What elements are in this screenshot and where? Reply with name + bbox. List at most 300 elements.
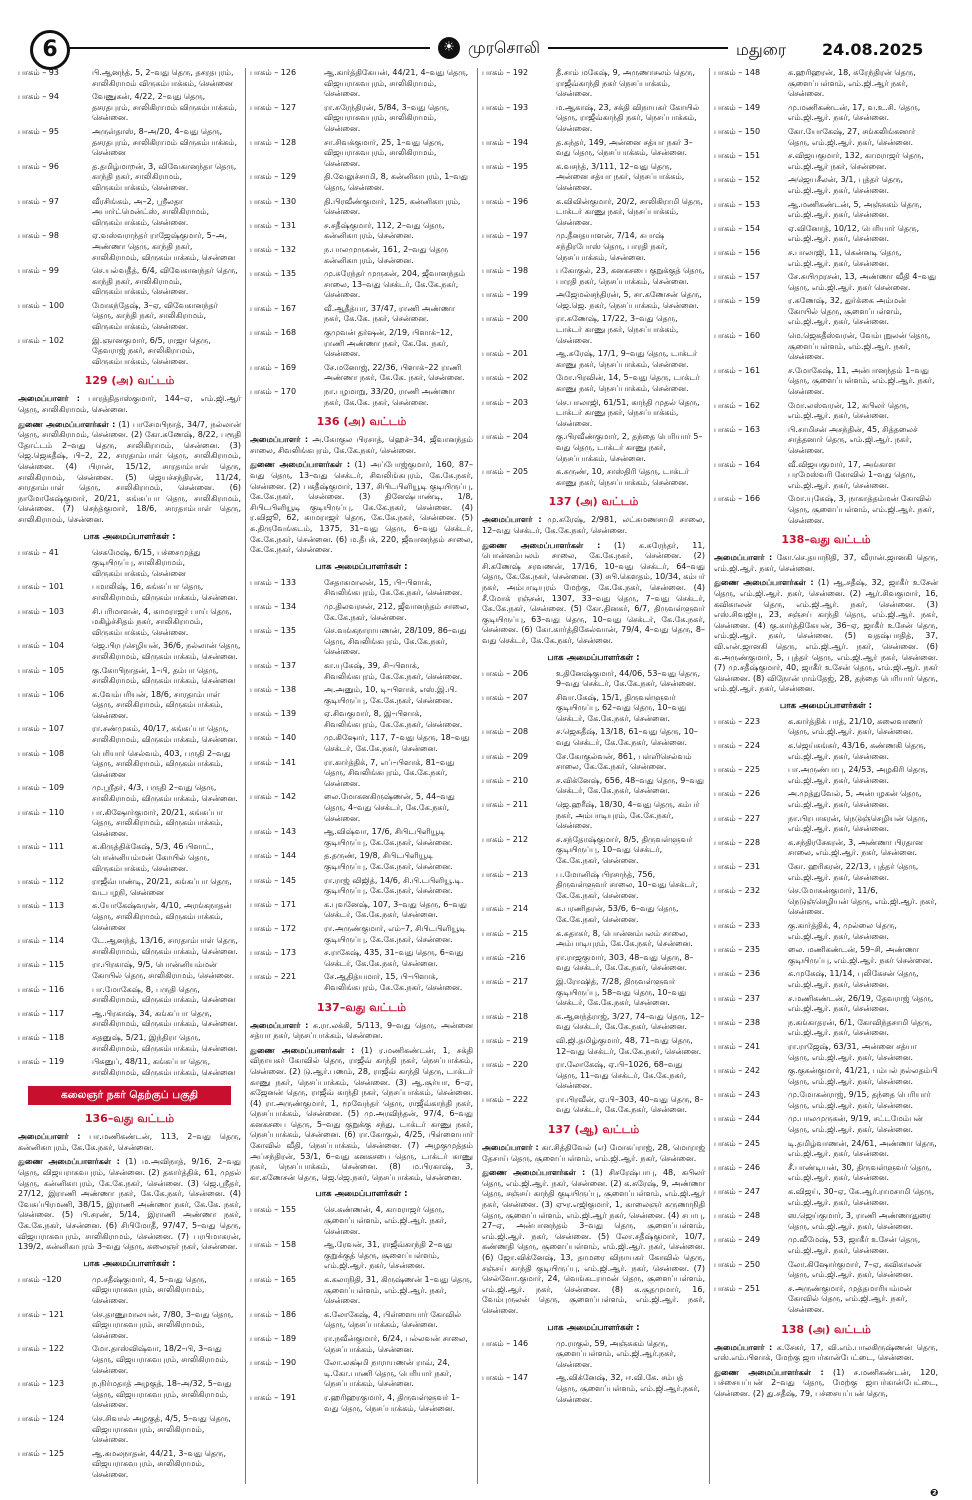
part-number: பாகம் – 199: [482, 290, 529, 300]
organiser-address: அஜேமல்சந்திரன், 5, சா.கணேசன் தெரு, ஜெ.ஜெ. நகர், நெசப்பாக்கம், சென்னை.: [556, 290, 702, 310]
organiser-address: ப.மோனிஷ் பிரசாந்த், 756, திருவள்ளுவர் சாலை, 10–வது செக்டர், கே.கே.நகர், சென்னை.: [556, 869, 698, 900]
list-item: [482, 68, 705, 100]
list-item: [18, 266, 241, 298]
ward-heading: 137 (ஆ) வட்டம்: [547, 1123, 640, 1137]
deputy-organisers: [482, 541, 705, 647]
part-number: பாகம் – 106: [18, 689, 65, 699]
organiser-address: ஸ.ஜெய்குமார், 3, ராணி அண்ணாதுரை தெரு, எம்.ஜி.ஆர். நகர், சென்னை.: [788, 1211, 931, 1231]
part-number: பாகம் – 149: [714, 102, 761, 112]
part-number: பாகம் – 215: [482, 928, 529, 938]
organiser-address: ச.ராகேஷ், 435, 31–வது தெரு, 6–வது செக்டர், கே.கே.நகர், சென்னை.: [324, 948, 464, 968]
column-3: [478, 68, 710, 1484]
newspaper-logo-icon: ☀: [438, 37, 460, 59]
list-item: [714, 1235, 938, 1256]
organiser-address: லை. மணிகண்டன், 59–சி, அண்ணா குடியிருப்பு, எம்.ஜி.ஆர். நகர் சென்னை.: [788, 945, 933, 965]
organiser-address: செசுமேஷ், 6/15, பச்சைமுத்து குடியிருப்பு, சாலிகிராமம், விருகம்பாக்கம், சென்னை: [92, 547, 201, 578]
list-item: [250, 103, 473, 135]
list-item: [18, 548, 241, 580]
list-item: [18, 1449, 241, 1481]
deputy-organisers-text: (1) ம.அவிநாத், 9/16, 2–வது தெரு, விஜயராகவபுரம், சென்னை. (2) தகார்த்திக், 61, முதல் தெரு, கன்னிகாபுரம், கே.கே.நகர், சென்னை. (3) ஜெ.ஸ்ரீதர், 27/12, இராணி அண்ணா நகர், கே.கே.நகர், சென்னை. (4) வேசுப்பிரமணி, 38/15, இராணி அண்ணா நகர், கே.கே. நகர், சென்னை. (5) பி.சரண், 5/14, இராணி அண்ணா நகர், கே.கே.நகர், சென்னை. (6) சிபிமோதீ, 97/47, 5–வது தெரு, விஜயராகவபுரம், சாலிகிராமம், சென்னை. (7) பரபிமாகரன், 139/2, கன்னிகாபுரம் 3–வது தெரு, கலைஞர் நகர், சென்னை.: [18, 1157, 241, 1252]
organiser-address: ச.ஜெகதீஷ், 13/18, 61–வது தெரு, 10–வது செக்டர், கே.கே.நகர், சென்னை.: [556, 727, 698, 748]
part-number: பாகம் – 103: [18, 606, 65, 616]
part-number: பாகம் – 235: [714, 945, 761, 955]
list-item: [482, 467, 705, 488]
list-item: [250, 972, 473, 993]
organiser-label: அமைப்பாளர் :: [18, 394, 80, 404]
part-number: பாகம் – 221: [250, 972, 297, 982]
organiser-address: ஆ.கார்த்திகேயன், 44/21, 4–வது தெரு, விஜயராகவபுரம், சாலிகிராமம், சென்னை.: [324, 68, 469, 99]
organiser-address: ஆ.ரேவன், 31, ராஜீவ்காந்தி 2–வது குறுக்குத் தெரு, சூளைப்பள்ளம், எம்.ஜி.ஆர். நகர், சென்னை.: [324, 1240, 453, 1271]
list-item: [250, 626, 473, 658]
list-item: [714, 151, 938, 172]
list-item: [714, 862, 938, 883]
part-number: பாகம் – 192: [482, 68, 529, 77]
ward-heading: 136–வது வட்டம்: [84, 1112, 175, 1126]
list-item: [714, 296, 938, 328]
part-number: பாகம் – 93: [18, 68, 59, 77]
part-number: பாகம் – 205: [482, 467, 529, 477]
organiser-address: ஆ.கமலநாதன், 44/21, 3–வது தெரு, விஜயராகவபுரம், சாலிகிராமம், சென்னை.: [92, 1448, 226, 1479]
list-item: [482, 870, 705, 902]
organiser-address: ஆ.மணிகண்டன், 5, அஞ்சுகம் தெரு, எம்.ஜி.ஆர். நகர், சென்னை.: [788, 199, 922, 220]
list-item: [18, 607, 241, 639]
list-item: [250, 602, 473, 623]
organiser-address: சி.பரிமாளன், 4, காமராஜர் பாய் தெரு, மகிழ்ச்சிதம் நகர், சாலிகிராமம், விருகம்பாக்கம், சென்னை.: [92, 606, 232, 637]
part-number: பாகம் – 162: [714, 400, 761, 410]
header-rule-mid: [548, 47, 728, 49]
part-number: பாகம் – 204: [482, 432, 529, 442]
list-item: [714, 765, 938, 786]
list-item: [18, 92, 241, 124]
list-item: [250, 304, 473, 325]
part-number: பாகம் – 170: [250, 387, 297, 397]
part-number: பாகம் – 232: [714, 886, 761, 896]
deputy-organisers: [18, 420, 241, 526]
list-item: [714, 838, 938, 859]
section-subheading: பாக அமைப்பாளர்கள் :: [315, 561, 408, 572]
part-number: பாகம் – 164: [714, 459, 761, 469]
part-number: பாகம் – 245: [714, 1138, 761, 1148]
organiser-address: தி.பிரவீண்குமார், 125, கன்னிகாபுரம், சென்னை.: [324, 196, 461, 217]
list-item: [482, 977, 705, 1009]
part-number: பாகம் – 247: [714, 1187, 761, 1197]
organiser-address: ரா.கணேஷ், 17/22, 3–வது தெரு, டாக்டர் காணு நகர், நெசப்பாக்கம், சென்னை.: [556, 314, 679, 345]
organiser-address: ஜெ.பிரபுசெழியன், 36/6, நல்லான் தெரு, சாலிகிராமம், விருகம்பாக்கம், சென்னை.: [92, 641, 241, 661]
list-item: [482, 1095, 705, 1116]
list-item: [714, 1114, 938, 1135]
organiser-address: க.கிருத்திக்கேஷ், 5/3, 46 பிளாட், பொன்னியம்மன் கோயில் தெரு, விருகம்பாக்கம், சென்னை.: [92, 842, 214, 873]
part-number: பாகம் – 158: [250, 1240, 297, 1250]
organiser-address: ஏ.சிவகுமார், 8, இ–பிளாக், சிவலிங்கபுரம், கே.கே.நகர், சென்னை.: [324, 709, 463, 729]
organiser-address: நா.பிரபாகரன், நெடுஞ்செழியன் தெரு, எம்.ஜி.ஆர். நகர், சென்னை.: [788, 813, 928, 834]
part-number: பாகம் – 124: [18, 1413, 65, 1423]
part-number: பாகம் – 198: [482, 266, 529, 276]
part-number: பாகம் – 196: [482, 196, 529, 206]
column-4: [710, 68, 942, 1484]
ward-heading: 129 (அ) வட்டம்: [84, 374, 175, 388]
part-number: பாகம் – 41: [18, 547, 59, 557]
organiser-address: க.வேம்பரியன், 18/6, சாரதாம்பாள் தெரு, சாலிகிராமம், விருகம்பாக்கம், சென்னை.: [92, 689, 223, 720]
part-number: பாகம் – 243: [714, 1090, 761, 1100]
part-number: பாகம் – 213: [482, 869, 529, 879]
organiser-address: ரா.சுரேந்திரன், 5/84, 3–வது தெரு, விஜயராகவபுரம், சாலிகிராமம், சென்னை.: [324, 102, 450, 133]
section-subheading: பாக அமைப்பாளர்கள் :: [315, 1189, 408, 1200]
list-item: [482, 1339, 705, 1371]
part-number: பாகம் – 101: [18, 582, 65, 592]
part-number: பாகம் – 249: [714, 1235, 761, 1245]
organiser: [250, 1021, 473, 1042]
organiser: [714, 1343, 938, 1364]
part-number: பாகம் – 201: [482, 349, 529, 359]
list-item: [18, 1275, 241, 1307]
organiser: [714, 553, 938, 574]
part-number: பாகம் – 237: [714, 993, 761, 1003]
organiser-address: மு.கிஷோர், 117, 7–வது தெரு, 18–வது செக்டர், கே.கே.நகர், சென்னை.: [324, 733, 470, 754]
organiser-address: செ.யல்வதீத், 6/4, விவேகானந்தர் தெரு, காந்தி நகர், சாலிகிராமம், விருகம்பாக்கம், சென்னை.: [92, 266, 238, 297]
list-item: [250, 948, 473, 969]
list-item: [250, 661, 473, 682]
part-number: பாகம் – 139: [250, 709, 297, 719]
part-number: பாகம் – 119: [18, 1057, 65, 1067]
list-item: [250, 709, 473, 730]
organiser-address: ரா.அருண்குமார், எம்–7, சிபிடபிளியூடி குடியிருப்பு, கே.கே.நகர், சென்னை.: [324, 923, 466, 944]
organiser-address: செ.சிவால் அழகுத், 4/5, 5–வது தெரு, விஜயராகவபுரம், சாலிகிராமம், சென்னை.: [92, 1413, 231, 1445]
part-number: பாகம் – 100: [18, 300, 65, 310]
list-item: [482, 1060, 705, 1092]
list-item: [18, 1009, 241, 1030]
list-item: [714, 921, 938, 942]
list-item: [482, 266, 705, 287]
edition-date: 24.08.2025: [822, 40, 924, 59]
organiser-address: ரா.பிரகாஷ், 9/5, பொன்னியம்மன் கோயில் தெரு, சாலிகிராமம், சென்னை.: [92, 960, 235, 980]
list-item: [714, 1139, 938, 1160]
deputy-organisers-label: துணை அமைப்பாளர்கள் :: [714, 578, 814, 588]
part-number: பாகம் – 166: [714, 494, 761, 504]
list-item: [482, 1036, 705, 1057]
list-item: [714, 1090, 938, 1111]
list-item: [250, 685, 473, 706]
part-number: பாகம் – 238: [714, 1017, 761, 1027]
deputy-organisers: [482, 1168, 705, 1316]
part-number: பாகம் – 142: [250, 792, 297, 802]
ward-heading: 138 (அ) வட்டம்: [781, 1322, 871, 1336]
organiser-text: மு.சுரேஷ், 2/981, லட்சுமணசாமி சாலை, 12–வது செக்டர், கே.கே.நகர், சென்னை.: [482, 515, 705, 535]
list-item: [714, 886, 938, 918]
organiser-address: க.முகேஷ், 11/14, புலிகேசன் தெரு, எம்.ஜி.ஆர். நகர், சென்னை.: [788, 969, 919, 989]
list-item: [250, 1334, 473, 1355]
part-number: பாகம் – 208: [482, 727, 529, 737]
part-number: பாகம் – 135: [250, 626, 297, 636]
list-item: [714, 224, 938, 245]
organiser-address: சே.ஆதித்யமார், 15, பி–பிளாக், சிவலிங்கபுரம், கே.கே.நகர், சென்னை.: [324, 972, 463, 992]
organiser-address: மோ.தாஸ்விஷ்வா, 18/2–பி, 3–வது தெரு, விஜயராகவபுரம், சாலிகிராமம், சென்னை.: [92, 1344, 229, 1375]
list-item: [18, 1344, 241, 1376]
list-item: [18, 1414, 241, 1446]
organiser-address: வீ.ஆதீத்யா, 37/47, ராணி அண்ணா நகர், கே.கே. நகர், சென்னை.: [324, 303, 456, 324]
list-item: [250, 758, 473, 790]
list-item: [714, 248, 938, 269]
organiser-address: மோ.பிரவின், 14, 5–வது தெரு, டாக்டர் காணு நகர், நெசப்பாக்கம், சென்னை.: [556, 373, 700, 394]
part-number: பாகம் – 109: [18, 783, 65, 793]
list-item: [250, 1393, 473, 1414]
organiser-address: உதினேஷ்குமார், 44/06, 53–வது தெரு, 9–வது செக்டர், கே.கே.நகர், சென்னை.: [556, 668, 700, 689]
part-number: பாகம் – 134: [250, 601, 297, 611]
part-number: பாகம் – 168: [250, 328, 297, 338]
list-item: [714, 272, 938, 293]
section-subheading: பாக அமைப்பாளர்கள் :: [83, 531, 176, 542]
part-number: பாகம் – 203: [482, 397, 529, 407]
part-number: பாகம் – 95: [18, 126, 59, 136]
list-item: [482, 290, 705, 311]
organiser-address: ரா.சண்முகம், 40/17, கங்கப்பா தெரு, சாலிகிராமம், விருகம்பாக்கம், சென்னை.: [92, 724, 238, 745]
deputy-organisers-text: (1) ர.மணிகண்டன், 1, சக்தி விநாயகர் கோவில் தெரு, ராஜீவ் காந்தி நகர், நெசப்பாக்கம், சென்னை. (2) டு.ஆர்.பணம், 28, ராஜீவ் காந்தி தெரு, டாக்டர் காணு நகர், நெசப்பாக்கம், சென்னை. (3) ஆ.சூர்யா, 6–ஏ, கஜேனன் தெரு, ராஜீவ் காந்தி நகர், நெசப்பாக்கம், சென்னை. (4) ரா.அருண்குமார், 1, மூவேந்தர் தெரு, ராஜீவ்காந்தி நகர், நெசப்பாக்கம், சென்னை. (5) மு.அரவிந்தன், 97/4, 6–வது கனகசபை தெரு, 5–வது குறுக்கு சந்து, டாக்டர் காணு நகர், நெசப்பாக்கம், சென்னை. (6) ரா.கோகுல், 4/25, பிள்ளையார் கோவில் வீதி, நெசப்பாக்கம், சென்னை. (7) அழகுமுத்தம் அப்சந்திரன், 53/1, 6–வது கனகசபை தெரு, டாக்டர் காணு நகர், நெசப்பாக்கம், சென்னை. (8) ம.பிரகாஷ், 3, கா.கணேசன் தெரு, ஜெ.ஜெ.நகர், நெசப்பாக்கம், சென்னை.: [250, 1045, 474, 1182]
deputy-organisers-label: துணை அமைப்பாளர்கள் :: [250, 460, 351, 470]
list-item: [250, 1275, 473, 1307]
list-item: [714, 1260, 938, 1281]
part-number: பாகம் – 112: [18, 877, 65, 887]
list-item: [482, 669, 705, 690]
part-number: பாகம் – 159: [714, 296, 761, 306]
list-item: [18, 901, 241, 933]
list-item: [18, 749, 241, 781]
list-item: [482, 197, 705, 229]
organiser-address: க.லோகேஷ், 4, பிள்ளையார் கோவில் தெரு, நெசப்பாக்கம், சென்னை.: [324, 1309, 461, 1330]
part-number: பாகம் – 218: [482, 1011, 529, 1021]
organiser-address: செ.பாலாஜி, 61/51, காந்தி முதல் தெரு, டாக்டர் காணு நகர், நெசப்பாக்கம், சென்னை.: [556, 397, 700, 428]
list-item: [714, 1018, 938, 1039]
organiser-address: சுதனுஷ், 5/21, இந்திரா தெரு, சாலிகிராமம், விருகம்பாக்கம், சென்னை.: [92, 1032, 238, 1053]
organiser-address: க.சுருண், 10, சாஸ்திரி தெரு, டாக்டர் காணு நகர், நெசப்பாக்கம், சென்னை.: [556, 467, 690, 487]
organiser-address: மு.வீமேஷ், 53, ஜாகீர் உசேன் தெரு, எம்.ஜி.ஆர். நகர், சென்னை.: [788, 1235, 921, 1255]
part-number: பாகம் – 222: [482, 1094, 529, 1104]
organiser-address: மு.சுரேந்தர் முருகன், 204, ஜீவானந்தம் சாலை, 13–வது செக்டர், கே.கே.நகர், சென்னை.: [324, 269, 466, 300]
organiser-address: சே.சுயிமுரசன், 13, அண்ணா வீதி 4–வது தெரு, எம்.ஜி.ஆர். நகர் சென்னை.: [788, 272, 937, 292]
organiser-text: க.சேகர், 17, வி.எம்.பாலகிருஷ்ணன் தெரு, எஸ்.எம்.பிளாக், மேற்கு ஜாபர்கான்பேட்டை, சென்னை.: [714, 1342, 938, 1363]
organiser-label: அமைப்பாளர் :: [714, 1342, 773, 1352]
organiser-address: செ.தாணுமாலயன், 7/80, 3–வது தெரு, விஜயராகவபுரம், சாலிகிராமம், சென்னை.: [92, 1309, 234, 1340]
part-number: பாகம் – 147: [482, 1373, 529, 1383]
organiser-text: பாரத்திதாஸ்குமார், 144–ஏ, எம்.ஜி.ஆர் தெரு, சாலிகிராமம், சென்னை.: [18, 394, 241, 415]
part-number: பாகம் – 225: [714, 765, 761, 775]
part-number: பாகம் – 194: [482, 137, 529, 147]
part-number: பாகம் – 108: [18, 748, 65, 758]
part-number: பாகம் – 110: [18, 807, 65, 817]
organiser-address: க.சந்திரசேகரன், 3, அண்ணா பிரதான சாலை, எம்.ஜி.ஆர். நகர், சென்னை.: [788, 837, 923, 858]
organiser-address: மு.சதீஷ்குமார், 4, 5–வது தெரு, விஜயராகவபுரம், சாலிகிராமம், சென்னை.: [92, 1274, 207, 1305]
organiser-address: ரா.ராஜேஷ், 63/31, அன்னை சத்யா தெரு, எம்.ஜி.ஆர். நகர், சென்னை.: [788, 1041, 917, 1062]
list-item: [18, 936, 241, 957]
list-item: [250, 924, 473, 945]
organiser-label: அமைப்பாளர் :: [250, 1020, 309, 1030]
part-number: பாகம் – 246: [714, 1162, 761, 1172]
list-item: [18, 162, 241, 194]
organiser: [482, 515, 705, 536]
header-rule-left: [68, 47, 430, 49]
list-item: [18, 127, 241, 159]
part-number: பாகம் – 153: [714, 199, 761, 209]
list-item: [250, 578, 473, 599]
organiser-label: அமைப்பாளர் :: [714, 553, 773, 563]
part-number: பாகம் – 231: [714, 862, 761, 871]
organiser-address: ந.கங்காதரன், 6/1, கோவிந்தசாமி தெரு, எம்.ஜி.ஆர். நகர், சென்னை.: [788, 1017, 933, 1038]
organiser-address: அ.அனும், 10, டி–பிளாக், எஸ்.இ.பி. குடியிருப்பு, கே.கே.நகர், சென்னை.: [324, 685, 458, 705]
organiser-address: த.தமிழ்மாறன், 3, விவேகானந்தா தெரு, காந்தி நகர், சாலிகிராமம், விருகம்பாக்கம், சென்னை.: [92, 161, 237, 192]
list-item: [714, 994, 938, 1015]
organiser-address: க.சுதாகர், 8, பொன்னம்பலம் சாலை, அம்பாடியுரம், கே.கே.நகர், சென்னை.: [556, 928, 693, 949]
organiser-address: ஆ.சுரேஷ், 17/1, 9–வது தெரு, டாக்டர் காணு நகர், நெசப்பாக்கம், சென்னை.: [556, 349, 698, 369]
list-item: [250, 138, 473, 170]
organiser-address: இ.ஞானகுமார், 6/5, ராஜா தெரு, தேவராஜ் நகர், சாலிகிராமம், விருகம்பாக்கம், சென்னை.: [92, 335, 211, 366]
list-item: [482, 904, 705, 925]
organiser-address: பகோகுல், 23, கனகசபை குறுக்குத் தெரு, பாரதி நகர், நெசப்பாக்கம், சென்னை.: [556, 266, 705, 286]
list-item: [714, 366, 938, 398]
organiser-text: கா.சித்திவேல் (எ) மோகப்ராஜ், 28, மொராஜ் தேசாய் தெரு, சூளைப்பள்ளம், எம்.ஜி.ஆர். நகர், சென்னை.: [482, 1143, 706, 1163]
list-item: [714, 127, 938, 148]
part-number: பாகம் – 223: [714, 716, 761, 726]
organiser: [250, 435, 473, 456]
organiser-address: தீ.சாம் மகேஷ், 9, அருணாசலம் தெரு, ராஜீவ்காந்தி நகர் நெசப்பாக்கம், சென்னை.: [556, 68, 695, 99]
organiser-address: மு.மோகன்ராஜ், 9/15, தந்தை பெரியார் தெரு, எம்.ஜி.ஆர். நகர், சென்னை.: [788, 1090, 931, 1110]
organiser-address: ராஜீவ்பாண்டி, 20/21, கங்கப்பா தெரு, வடபழநி, சென்னை: [92, 877, 232, 897]
organiser-label: அமைப்பாளர் :: [482, 515, 542, 525]
part-number: பாகம் – 195: [482, 161, 529, 171]
part-number: பாகம் – 141: [250, 757, 297, 767]
part-number: பாகம் – 115: [18, 960, 65, 970]
organiser-address: க.கலாநிதி, 31, கிருஷ்ணன் 1–வது தெரு, சூளைப்பள்ளம், எம்.ஜி.ஆர். நகர், சென்னை.: [324, 1275, 473, 1306]
organiser-address: ரா.லோகேஷ், ஏ.பி–1026, 68–வது தெரு, 11–வது செக்டர், கே.கே.நகர், சென்னை.: [556, 1060, 687, 1091]
deputy-organisers-text: (1) சிசரேஷ்பாபு, 48, கபிலர் தெரு, எம்.ஜி.ஆர். நகர், சென்னை. (2) க.சுரேஷ், 9, அண்ணா தெரு, சஞ்சய் காந்தி குடியிருப்பு, சூளைப்பள்ளம், எம்.ஜி.ஆர் நகர், சென்னை. (3) ஏுர.எஜிகுமார், 1, காலைஞர் கருணாநிதி தெரு, சூளைப்பள்ளம், எம்.ஜி.ஆர் நகர், சென்னை. (4) சபாபு, 27–ஏ, அன்பானந்தம் 3–வது தெரு, சூளைப்பள்ளம், எம்.ஜி.ஆர். நகர், சென்னை. (5) லோ.சதீஷ்குமார், 10/7, கண்ணதி தெரு, சூளைப்பள்ளம், எம்.ஜி.ஆர். நகர், சென்னை. (6) ஜோ.விக்னேஷ், 13, தாமரை விநாயகர் கோவில் தெரு, சஞ்சய் காந்தி குடியிருப்பு, எம்.ஜி.ஆர். நகர், சென்னை. (7) செல்வோ.குமார், 24, வெங்கடராமன் தெரு, சூளைப்பள்ளம், எம்.ஜி.ஆர். நகர், சென்னை. (8) க.சூதமுமார், 16, வேம்புருலன் தெரு, சூளைப்பள்ளம், எம்.ஜி.ஆர். நகர், சென்னை.: [482, 1168, 705, 1315]
part-number: பாகம் – 202: [482, 373, 529, 383]
organiser-address: ச.விஜயகுமார், 132, காமராஜர் தெரு, எம்.ஜி.ஆர் நகர், சென்னை.: [788, 151, 924, 171]
list-item: [482, 162, 705, 194]
list-item: [482, 800, 705, 832]
list-item: [714, 945, 938, 966]
organiser-address: பா.அருண்பாபு, 24/53, அழகிரி தெரு, எம்.ஜி.ஆர். நகர், சென்னை.: [788, 765, 929, 785]
list-item: [18, 1310, 241, 1342]
organiser-address: சேதாகமாலன், 15, பி–பிளாக், சிவலிங்கபுரம், கே.கே.நகர், சென்னை.: [324, 577, 463, 598]
organiser-address: மோ.யுகேஷ், 3, நாகாத்தம்மன் கோவில் தெரு, சூளைப்பள்ளம், எம்.ஜி.ஆர். நகர், சென்னை.: [788, 494, 935, 525]
part-number: பாகம் – 206: [482, 668, 529, 678]
organiser-address: செ.வங்கநாராயணன், 28/109, 86–வது தெரு, சிவலிங்கபுரம், கே.கே.நகர், சென்னை.: [324, 626, 467, 657]
organiser-address: கு.பிரவீண்குமார், 2, தந்தை பெரியார் 5–வது தெரு, டாக்டர் காணு நகர், நெசப்பாக்கம், சென்னை.: [556, 432, 703, 463]
list-item: [714, 741, 938, 762]
part-number: பாகம் – 189: [250, 1333, 297, 1343]
part-number: பாகம் – 130: [250, 196, 297, 206]
deputy-organisers-text: (1) அப்போஜ்குமார், 160, 87–வது தெரு, 13–வது செக்டர், சிவலிங்கபுரம், கே.கே.நகர், சென்னை. (2) பகதீஷ்குமார், 137, சிபிடபிளியூடி குடியிருப்பு, கே.கே.நகர், சென்னை. (3) தினேஷ்பாண்டி, 1/8, சிபிடபிளியூடி குடியிருப்பு, கே.கே.நகர், சென்னை. (4) ர.விஜூ, 62, காமராஜர் தெரு, கே.கே.நகர், சென்னை. (5) க.திருவேங்கடம், 1375, 31–வது தெரு, 6–வது செக்டர், கே.கே.நகர், சென்னை. (6) ம.தீபக், 220, ஜீவானந்தம் சாலை, கே.கே.நகர், சென்னை.: [250, 460, 474, 555]
list-item: [482, 835, 705, 867]
list-item: [714, 969, 938, 990]
list-item: [714, 401, 938, 422]
list-item: [250, 900, 473, 921]
organiser-address: க.பரணிதரன், 53/6, 6–வது தெரு, கே.கே.நகர், சென்னை.: [556, 904, 679, 924]
list-item: [250, 269, 473, 301]
deputy-organisers-text: (1) ச.மணிகண்டன், 120, பச்சையப்பன் 2–வது தெரு, மேற்கு ஜாபர்கான்பேட்டை, சென்னை. (2) து.சதீஷ், 79, பச்சையப்பன் தெரு,: [714, 1367, 938, 1398]
organiser-address: லை.மோகனகிருஷ்ணன், 5, 44–வது தெரு, 4–வது செக்டர், கே.கே.நகர், சென்னை.: [324, 792, 455, 823]
deputy-organisers-text: (1) க.சுரேந்தர், 11, பொன்னம்பலம் சாலை, கே.கே.நகர், சென்னை. (2) சி.கணேஷ் சரவணன், 17/16, 10–வது செக்டர், 64–வது தெரு, கே.கே.நகர், சென்னை. (3) சபி.கௌதம், 10/34, கம்பர் நகர், அம்பாடியுரம் மேற்கு, கே.கே.நகர், சென்னை. (4) சீ.மோக் ரஞ்சன், 1307, 33–வது தெரு, 7–வது செக்டர், கே.கே.நகர், சென்னை. (5) கோ.தினகர், 6/7, திருவள்ளுவர் குடியிருப்பு, 63–வது தெரு, 10–வது செக்டர், கே.கே.நகர், சென்னை. (6) கோ.கார்த்திகேல்வான், 79/4, 4–வது தெரு, 8–வது செக்டர், கே.கே.நகர், சென்னை.: [482, 540, 705, 645]
list-item: [714, 1187, 938, 1208]
organiser-address: க.ஆனந்த்ராஜ், 3/27, 74–வது தெரு, 12–வது செக்டர், கே.கே.நகர், சென்னை.: [556, 1011, 705, 1032]
organiser-address: ர.கணேஷ், 32, துர்க்கை அம்மன் கோயில் தெரு, சூளைப்பள்ளம், எம்.ஜி.ஆர். நகர், சென்னை.: [788, 296, 906, 327]
list-item: [482, 752, 705, 773]
organiser-address: மு.பாலமுருகன், 9/19, சட்டமேம்பன் தெரு, எம்.ஜி.ஆர். நகர், சென்னை.: [788, 1114, 923, 1135]
deputy-organisers-text: (1) பாசேமபிநாத், 34/7, நல்லான் தெரு, சாலிகிராமம், சென்னை. (2) கோ.கணேஷ், 8/22, பரூதி தோட்டம் 2–வது தெரு, சாலிகிராமம், சென்னை. (3) ஜெ.ஜெகதீஷ், பி–2, 22, சாரதாம்பாள் தெரு, சாலிகிராமம், சென்னை. (4) பிரான், 15/12, சாரதாம்பாள் தெரு, சாலிகிராமம், சென்னை. (5) ஜெயச்சந்திரன், 11/24, சாரதாம்பாள் தெரு, சாலிகிராமம், சென்னை. (6) நாமோகேஷ்குமார், 20/21, கங்கப்பா தெரு, சாலிகிராமம், சென்னை. (7) செந்த்குமார், 18/6, சாரதாம்பாள் தெரு, சாலிகிராமம், சென்னை.: [18, 419, 241, 524]
organiser-address: ச.விக்னேஷ், 656, 48–வது தெரு, 9–வது செக்டர், கே.கே.நகர், சென்னை.: [556, 775, 704, 796]
list-item: [714, 175, 938, 196]
part-number: பாகம் – 172: [250, 923, 297, 933]
list-item: [250, 792, 473, 824]
organiser-address: சே.மனோஜ், 22/36, பிளாக்–22 ராணி அண்ணா நகர், கே.கே. நகர், சென்னை.: [324, 362, 465, 383]
part-number: பாகம் – 96: [18, 161, 59, 171]
deputy-organisers-label: துணை அமைப்பாளர்கள் :: [482, 540, 601, 550]
part-number: பாகம் –216: [482, 952, 526, 962]
list-item: [714, 200, 938, 221]
list-item: [18, 724, 241, 745]
organiser-text: அ.கோகுல பிரசாத், ஹெச்–34, ஜீவானந்தம் சாலை, சிவலிங்கபுரம், கே.கே.நகர், சென்னை.: [250, 435, 473, 455]
part-number: பாகம் – 233: [714, 920, 761, 930]
organiser-address: ரா.ராஜ் விஜித், 14/6, சி.பி.டபிளியூ.டி. குடியிருப்பு, கே.கே.நகர், சென்னை.: [324, 875, 464, 896]
list-item: [482, 138, 705, 159]
list-item: [250, 172, 473, 193]
part-number: பாகம் – 125: [18, 1448, 65, 1458]
organiser-address: டே.ஆனந்த், 13/16, சாரதாம்பாள் தெரு, சாலிகிராமம், விருகம்பாக்கம், சென்னை.: [92, 936, 238, 956]
part-number: பாகம் – 161: [714, 365, 761, 375]
organiser-address: ஏ.வினோத், 10/12, பெரியார் தெரு, எம்.ஜி.ஆர். நகர், சென்னை.: [788, 223, 920, 244]
part-number: பாகம் – 145: [250, 875, 297, 885]
list-item: [250, 1358, 473, 1390]
part-number: பாகம் – 152: [714, 175, 761, 185]
deputy-organisers: [714, 1368, 938, 1400]
section-subheading: பாக அமைப்பாளர்கள் :: [547, 652, 640, 663]
organiser-address: மெ.ஜெகதீஸ்வரன், வேம்புறுலன் தெரு, சூளைப்பள்ளம், எம்.ஜி.ஆர். நகர், சென்னை.: [788, 331, 931, 362]
list-item: [482, 953, 705, 974]
organiser-address: சே.கோகுல்வன், 861, பள்ளிசெல்வம் சாலை, கே.கே.நகர், சென்னை.: [556, 751, 692, 772]
deputy-organisers: [18, 1157, 241, 1252]
organiser-address: ரா.கார்த்திக், 7, எப்–பிளாக், 81–வது தெரு, சிவலிங்கபுரம், கே.கே.நகர், சென்னை.: [324, 757, 455, 788]
part-number: பாகம் – 224: [714, 741, 761, 751]
part-number: பாகம் – 131: [250, 220, 297, 230]
deputy-organisers-text: (1) ஆ.சதீஷ், 32, ஜாகீர் உசேன் தெரு, எம்.ஜி.ஆர். நகர், சென்னை. (2) ஆர்.சிவகுமார், 16, கவிகாலன் தெரு, எம்.ஜி.ஆர். நகர், சென்னை. (3) எஸ்.சிவஜியு, 23, சஞ்சய் காந்தி தெரு, எம்.ஜி.ஆர். நகர், சென்னை. (4) கு.கார்த்திகேயன், 36–ஏ, ஜாகீர் உசேன் தெரு, எம்.ஜி.ஆர். நகர், சென்னை. (5) வதஷ்பாதித், 37, வி.என்.ஜானகி தெரு, எம்.ஜி.ஆர். நகர், சென்னை. (6) க.அருண்குமார், 5, புத்தர் தெரு, எம்.ஜி.ஆர் நகர், சென்னை. (7) மு.சதீஷ்குமார், 40, ஜாகீர் உசேன் தெரு, எம்.ஜி.ஆர். நகர் சென்னை. (8) விநோன் ராம்தேஜ், 28, தந்தை பெரியார் தெரு, எம்.ஜி.ஆர். நகர், சென்னை.: [714, 578, 939, 694]
list-item: [18, 783, 241, 804]
part-number: பாகம் – 140: [250, 733, 297, 743]
organiser-address: க.யோகேஷ்வரன், 4/10, அரங்கநாதன் தெரு, சாலிகிராமம், விருகம்பாக்கம், சென்னை: [92, 901, 232, 932]
part-number: பாகம் – 127: [250, 102, 297, 112]
list-item: [714, 814, 938, 835]
organiser-address: மோகந்தேஷ், 3–ஏ, விவேகானந்தர் தெரு, காந்தி நகர், சாலிகிராமம், விருகம்பாக்கம், சென்னை.: [92, 300, 218, 332]
list-item: [18, 1379, 241, 1411]
list-item: [714, 1284, 938, 1316]
organiser-address: க.ஜெய்கங்கர், 43/16, கண்ணகி தெரு, எம்.ஜி.ஆர். நகர், சென்னை.: [788, 741, 927, 761]
part-number: பாகம் – 137: [250, 660, 297, 670]
organiser-address: மு.ஸ்ரீதர், 4/3, பருதி 2–வது தெரு, சாலிகிராமம், விருகம்பாக்கம், சென்னை.: [92, 783, 238, 804]
organiser-address: ச.மணிகண்டன், 26/19, தேவராஜ் தெரு, எம்.ஜி.ஆர். நகர், சென்னை.: [788, 993, 934, 1014]
organiser-address: கோ.யோகேஷ், 27, சங்கலிங்கனார் தெரு, எம்.ஜி.ஆர். நகர், சென்னை.: [788, 126, 916, 147]
organiser-address: ஆ.விக்னேஷ், 32, ஈ.வி.கே. சம்பத் தெரு, சூளைப்பள்ளம், எம்.ஜி.ஆர்.நகர், சென்னை.: [556, 1373, 700, 1404]
part-number: பாகம் – 210: [482, 775, 529, 785]
list-item: [482, 373, 705, 394]
organiser-address: சீ.பாண்டியன், 30, திருவள்ளுவர் தெரு, எம்.ஜி.ஆர். நகர், சென்னை.: [788, 1162, 932, 1183]
part-number: பாகம் – 117: [18, 1008, 65, 1018]
deputy-organisers-label: துணை அமைப்பாளர்கள் :: [250, 1045, 355, 1055]
list-item: [714, 1163, 938, 1184]
organiser-address: ரா.ராஜகுமார், 303, 48–வது தெரு, 8–வது செக்டர், கே.கே.நகர், சென்னை.: [556, 952, 694, 973]
part-number: பாகம் – 200: [482, 314, 529, 324]
part-number: பாகம் – 186: [250, 1309, 297, 1319]
list-item: [250, 1205, 473, 1237]
organiser-label: அமைப்பாளர் :: [250, 435, 309, 445]
organiser-address: இ.ரோஷித், 7/28, திருவள்ளுவர் குடியிருப்பு, 58–வது தெரு, 10–வது செக்டர், கே.கே.நகர், சென்னை.: [556, 976, 687, 1008]
part-number: பாகம் – 190: [250, 1358, 297, 1368]
part-number: பாகம் – 105: [18, 665, 65, 675]
